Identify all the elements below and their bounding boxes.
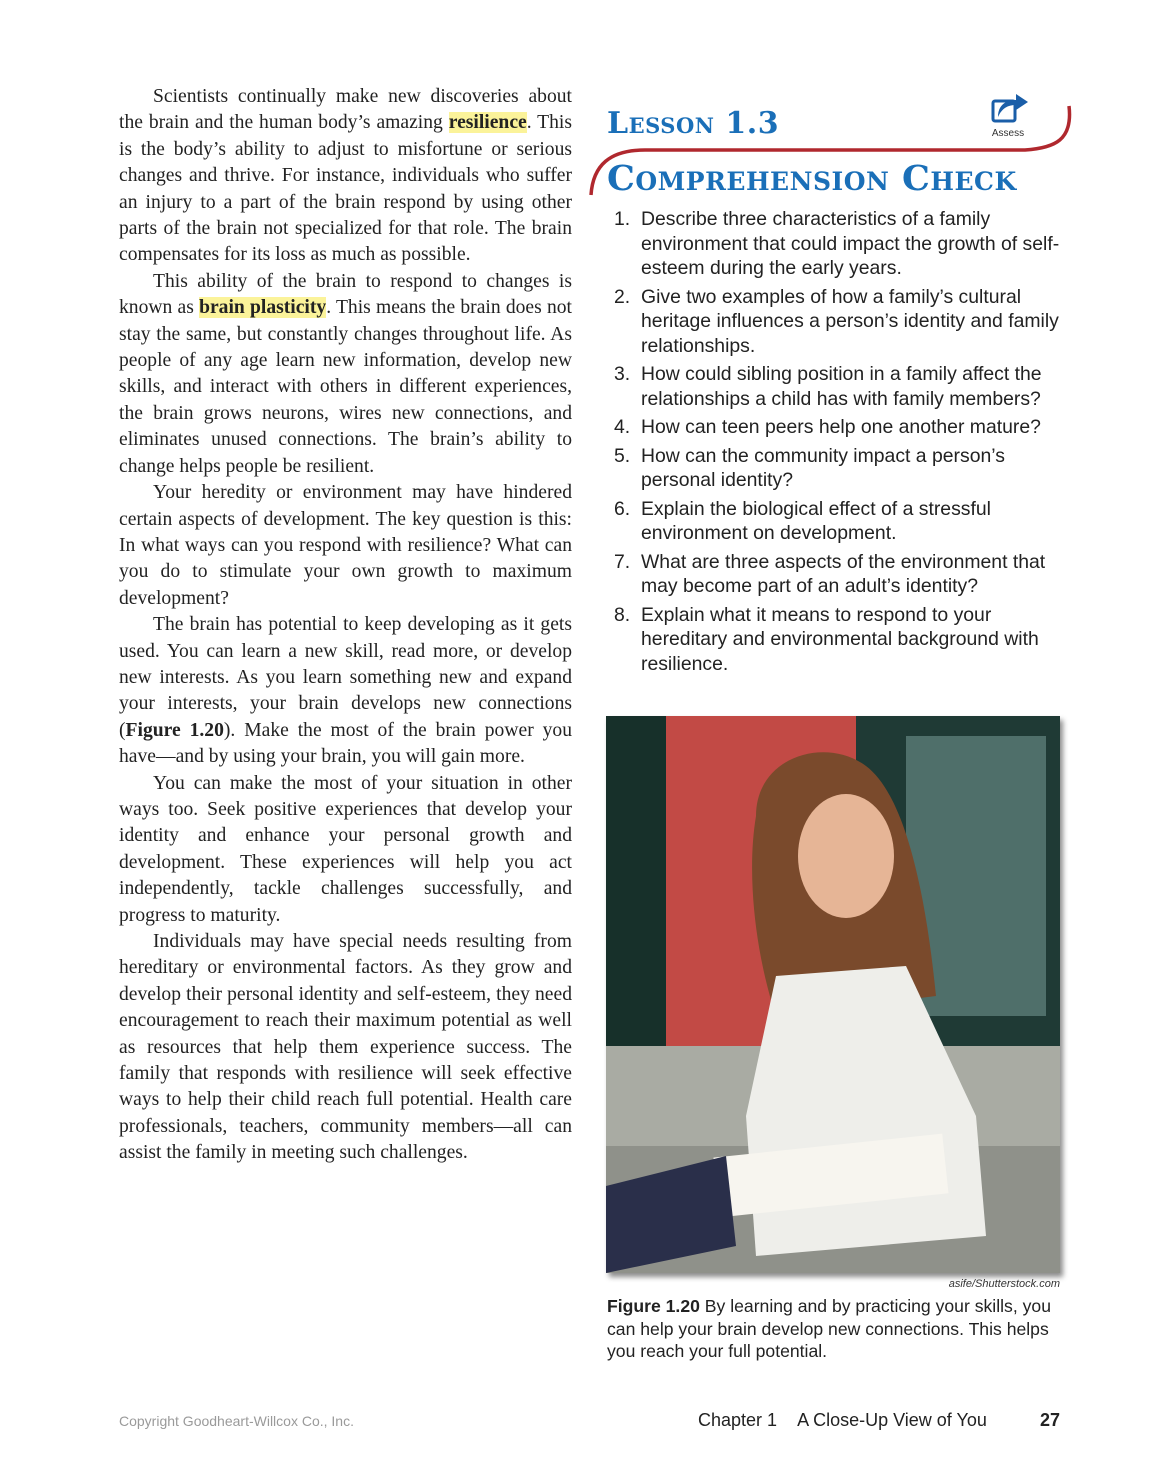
- paragraph: Your heredity or environment may have hindered certain aspects of development. The key question is this: In what ways can you respond with resilience? What can you do to stimulate your own growth to maximum development?: [119, 482, 572, 609]
- photo-girl-writing-in-notebook: [606, 716, 1060, 1273]
- key-term-resilience: resilience: [448, 112, 527, 134]
- assess-button[interactable]: [986, 90, 1030, 139]
- photo-credit: asife/Shutterstock.com: [948, 1278, 1060, 1290]
- chapter-footer: Chapter 1 A Close-Up View of You: [698, 1410, 987, 1430]
- question-item: 5. How can the community impact a person’s personal identity?: [614, 444, 1005, 491]
- section-title: Comprehension Check: [607, 158, 1017, 199]
- question-item: 2. Give two examples of how a family’s cultural heritage influences a person’s identity and family relationships.: [614, 285, 1059, 357]
- paragraph: The brain has potential to keep developing as it gets used. You can learn a new skill, read more, or develop new interests. As you learn something new and expand your interests, your brain develops new connections (Figure 1.20). Make the most of the brain power you have—and by using your brain, you will gain more.: [119, 614, 573, 768]
- body-text: [119, 84, 572, 1167]
- paragraph: This ability of the brain to respond to changes is known as brain plasticity. This means the brain does not stay the same, but constantly changes throughout life. As people of any age learn new information, develop new skills, and interact with others in different experiences, the brain grows neurons, wires new connections, and eliminates unused connections. The brain’s ability to change helps people be resilient.: [119, 270, 572, 477]
- question-item: 1. Describe three characteristics of a family environment that could impact the growth of self-esteem during the early years.: [614, 208, 1060, 279]
- copyright: Copyright Goodheart-Willcox Co., Inc.: [119, 1413, 354, 1429]
- assess-label: Assess: [991, 128, 1025, 139]
- question-list: [614, 207, 1064, 680]
- question-item: 3. How could sibling position in a family affect the relationships a child has with family members?: [614, 363, 1042, 410]
- paragraph: Scientists continually make new discoveries about the brain and the human body’s amazing resilience. This is the body’s ability to adjust to misfortune or serious changes and thrive. For instance, individuals who suffer an injury to a part of the brain respond by using other parts of the brain not specialized for that role. The brain compensates for its loss as much as possible.: [119, 86, 573, 266]
- paragraph: Individuals may have special needs resulting from hereditary or environmental factors. As they grow and develop their personal identity and self-esteem, they need encouragement to reach their maximum potential as well as resources that help them experience success. The family that responds with resilience will seek effective ways to help their child reach full potential. Health care professionals, teachers, community members—all can assist the family in meeting such challenges.: [119, 931, 572, 1164]
- key-term-brain-plasticity: brain plasticity: [199, 297, 327, 319]
- question-item: 7. What are three aspects of the environment that may become part of an adult’s identity?: [614, 550, 1046, 597]
- question-item: 6. Explain the biological effect of a stressful environment on development.: [614, 497, 991, 544]
- paragraph: You can make the most of your situation in other ways too. Seek positive experiences that develop your identity and enhance your personal growth and development. These experiences will help you act independently, tackle challenges successfully, and progress to maturity.: [119, 772, 572, 926]
- lesson-title: Lesson 1.3: [607, 106, 780, 141]
- figure-caption: Figure 1.20 By learning and by practicing your skills, you can help your brain develop new connections. This helps you reach your full potential.: [607, 1296, 1051, 1361]
- figure-photo: [606, 716, 1060, 1273]
- question-item: 4. How can teen peers help one another mature?: [614, 416, 1041, 438]
- question-item: 8. Explain what it means to respond to your hereditary and environmental background with resilience.: [614, 603, 1039, 675]
- page-number: 27: [1040, 1410, 1061, 1430]
- figure-label: Figure 1.20: [607, 1296, 700, 1316]
- figure-reference[interactable]: Figure 1.20: [125, 719, 224, 741]
- share-arrow-icon: [986, 90, 1030, 126]
